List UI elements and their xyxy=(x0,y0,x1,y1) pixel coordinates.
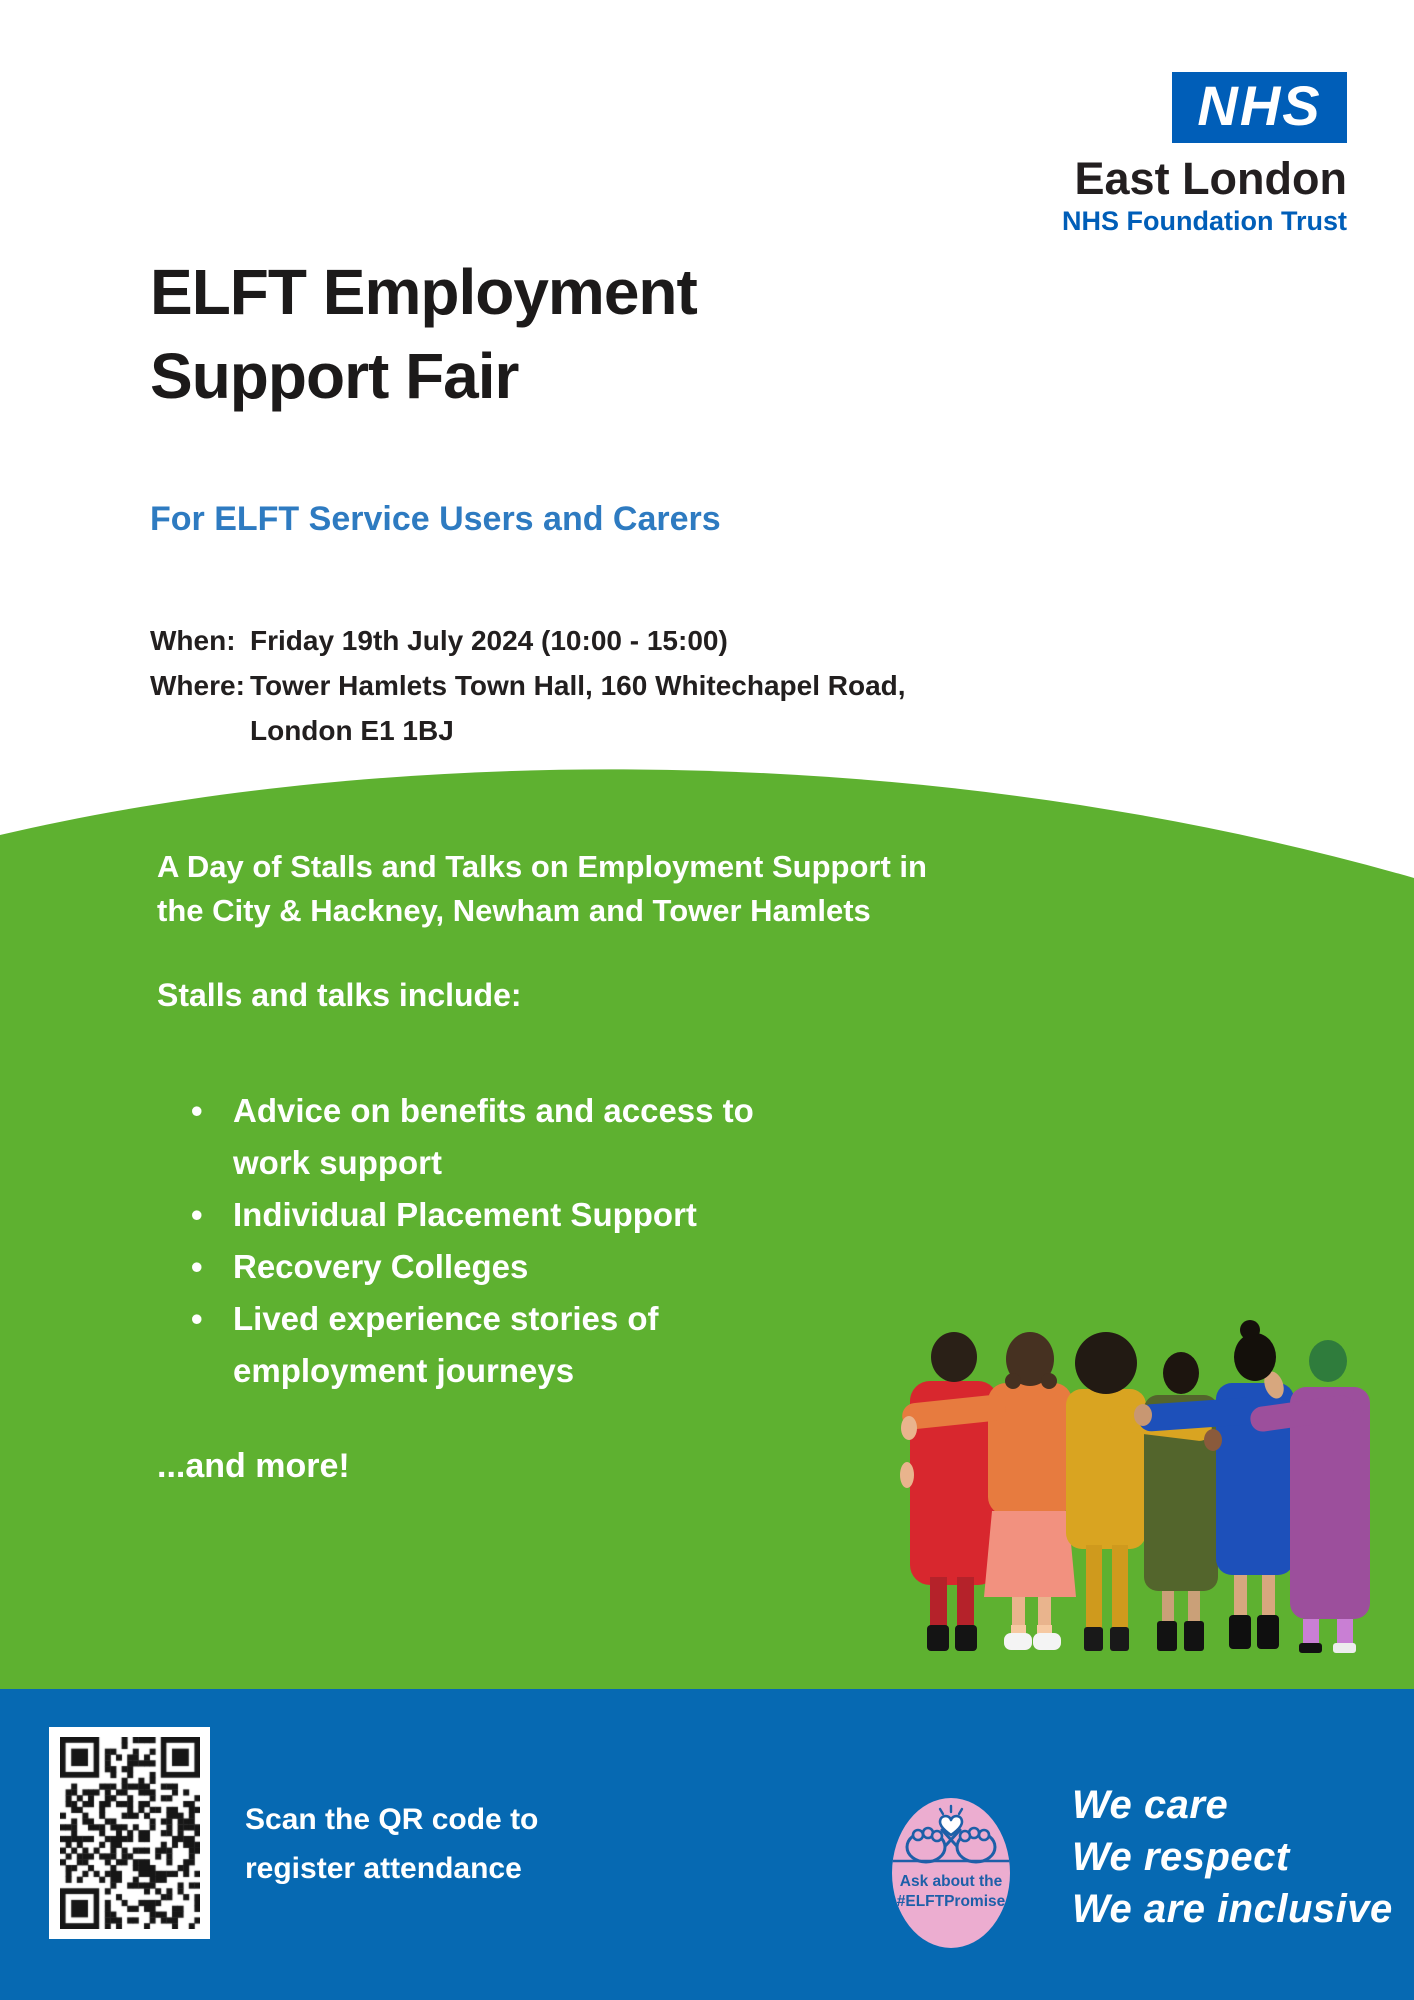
green-intro xyxy=(157,845,927,933)
where-value-line-2: London E1 1BJ xyxy=(250,715,454,746)
event-details xyxy=(150,618,906,753)
values-line-1: We care xyxy=(1072,1783,1229,1827)
org-type: NHS Foundation Trust xyxy=(1062,206,1347,236)
qr-caption-line-1: Scan the QR code to xyxy=(245,1803,539,1836)
bullet-line: • Advice on benefits and access to xyxy=(233,1092,754,1129)
when-row xyxy=(150,618,906,663)
where-row xyxy=(150,663,906,708)
nhs-lockup xyxy=(1062,72,1347,235)
where-label: Where: xyxy=(150,670,245,701)
bullet-line: • Recovery Colleges xyxy=(233,1248,529,1285)
green-intro-line-2: the City & Hackney, Newham and Tower Hamlets xyxy=(157,893,871,928)
badge-text xyxy=(892,1872,1010,1912)
list-heading: Stalls and talks include: xyxy=(157,977,522,1013)
badge-text-line-2: #ELFTPromise xyxy=(896,1893,1006,1910)
when-value: Friday 19th July 2024 (10:00 - 15:00) xyxy=(250,625,728,656)
badge-text-line-1: Ask about the xyxy=(899,1873,1003,1890)
nhs-logo xyxy=(1172,72,1347,143)
stalls-talks-list xyxy=(233,1085,754,1397)
bullet-line: work support xyxy=(233,1144,443,1181)
page-title-line-1: ELFT Employment xyxy=(150,256,697,328)
more-text: ...and more! xyxy=(157,1447,350,1485)
qr-caption xyxy=(245,1795,538,1893)
list-item xyxy=(233,1189,754,1241)
pinky-promise-icon xyxy=(892,1804,1010,1870)
qr-code xyxy=(60,1737,200,1929)
list-item xyxy=(233,1293,754,1397)
values-line-3: We are inclusive xyxy=(1072,1887,1393,1931)
bullet-line: • Individual Placement Support xyxy=(233,1196,697,1233)
nhs-logo-text: NHS xyxy=(1197,73,1322,137)
values-line-2: We respect xyxy=(1072,1835,1290,1879)
bullet-line: • Lived experience stories of xyxy=(233,1300,659,1337)
list-item xyxy=(233,1241,754,1293)
elft-promise-badge xyxy=(892,1798,1010,1948)
page-title xyxy=(150,250,697,418)
qr-tile xyxy=(49,1727,210,1939)
page-subtitle: For ELFT Service Users and Carers xyxy=(150,500,721,538)
group-photo-illustration xyxy=(900,1315,1380,1655)
qr-caption-line-2: register attendance xyxy=(245,1852,522,1885)
page-title-line-2: Support Fair xyxy=(150,340,519,412)
green-intro-line-1: A Day of Stalls and Talks on Employment Support in xyxy=(157,849,927,884)
list-item xyxy=(233,1085,754,1189)
when-label: When: xyxy=(150,625,236,656)
bullet-line: employment journeys xyxy=(233,1352,575,1389)
where-row-continued xyxy=(150,708,906,753)
trust-values xyxy=(1072,1779,1393,1935)
footer-bar xyxy=(0,1689,1414,2000)
org-name: East London xyxy=(1074,153,1347,204)
where-value-line-1: Tower Hamlets Town Hall, 160 Whitechapel Road, xyxy=(250,670,906,701)
